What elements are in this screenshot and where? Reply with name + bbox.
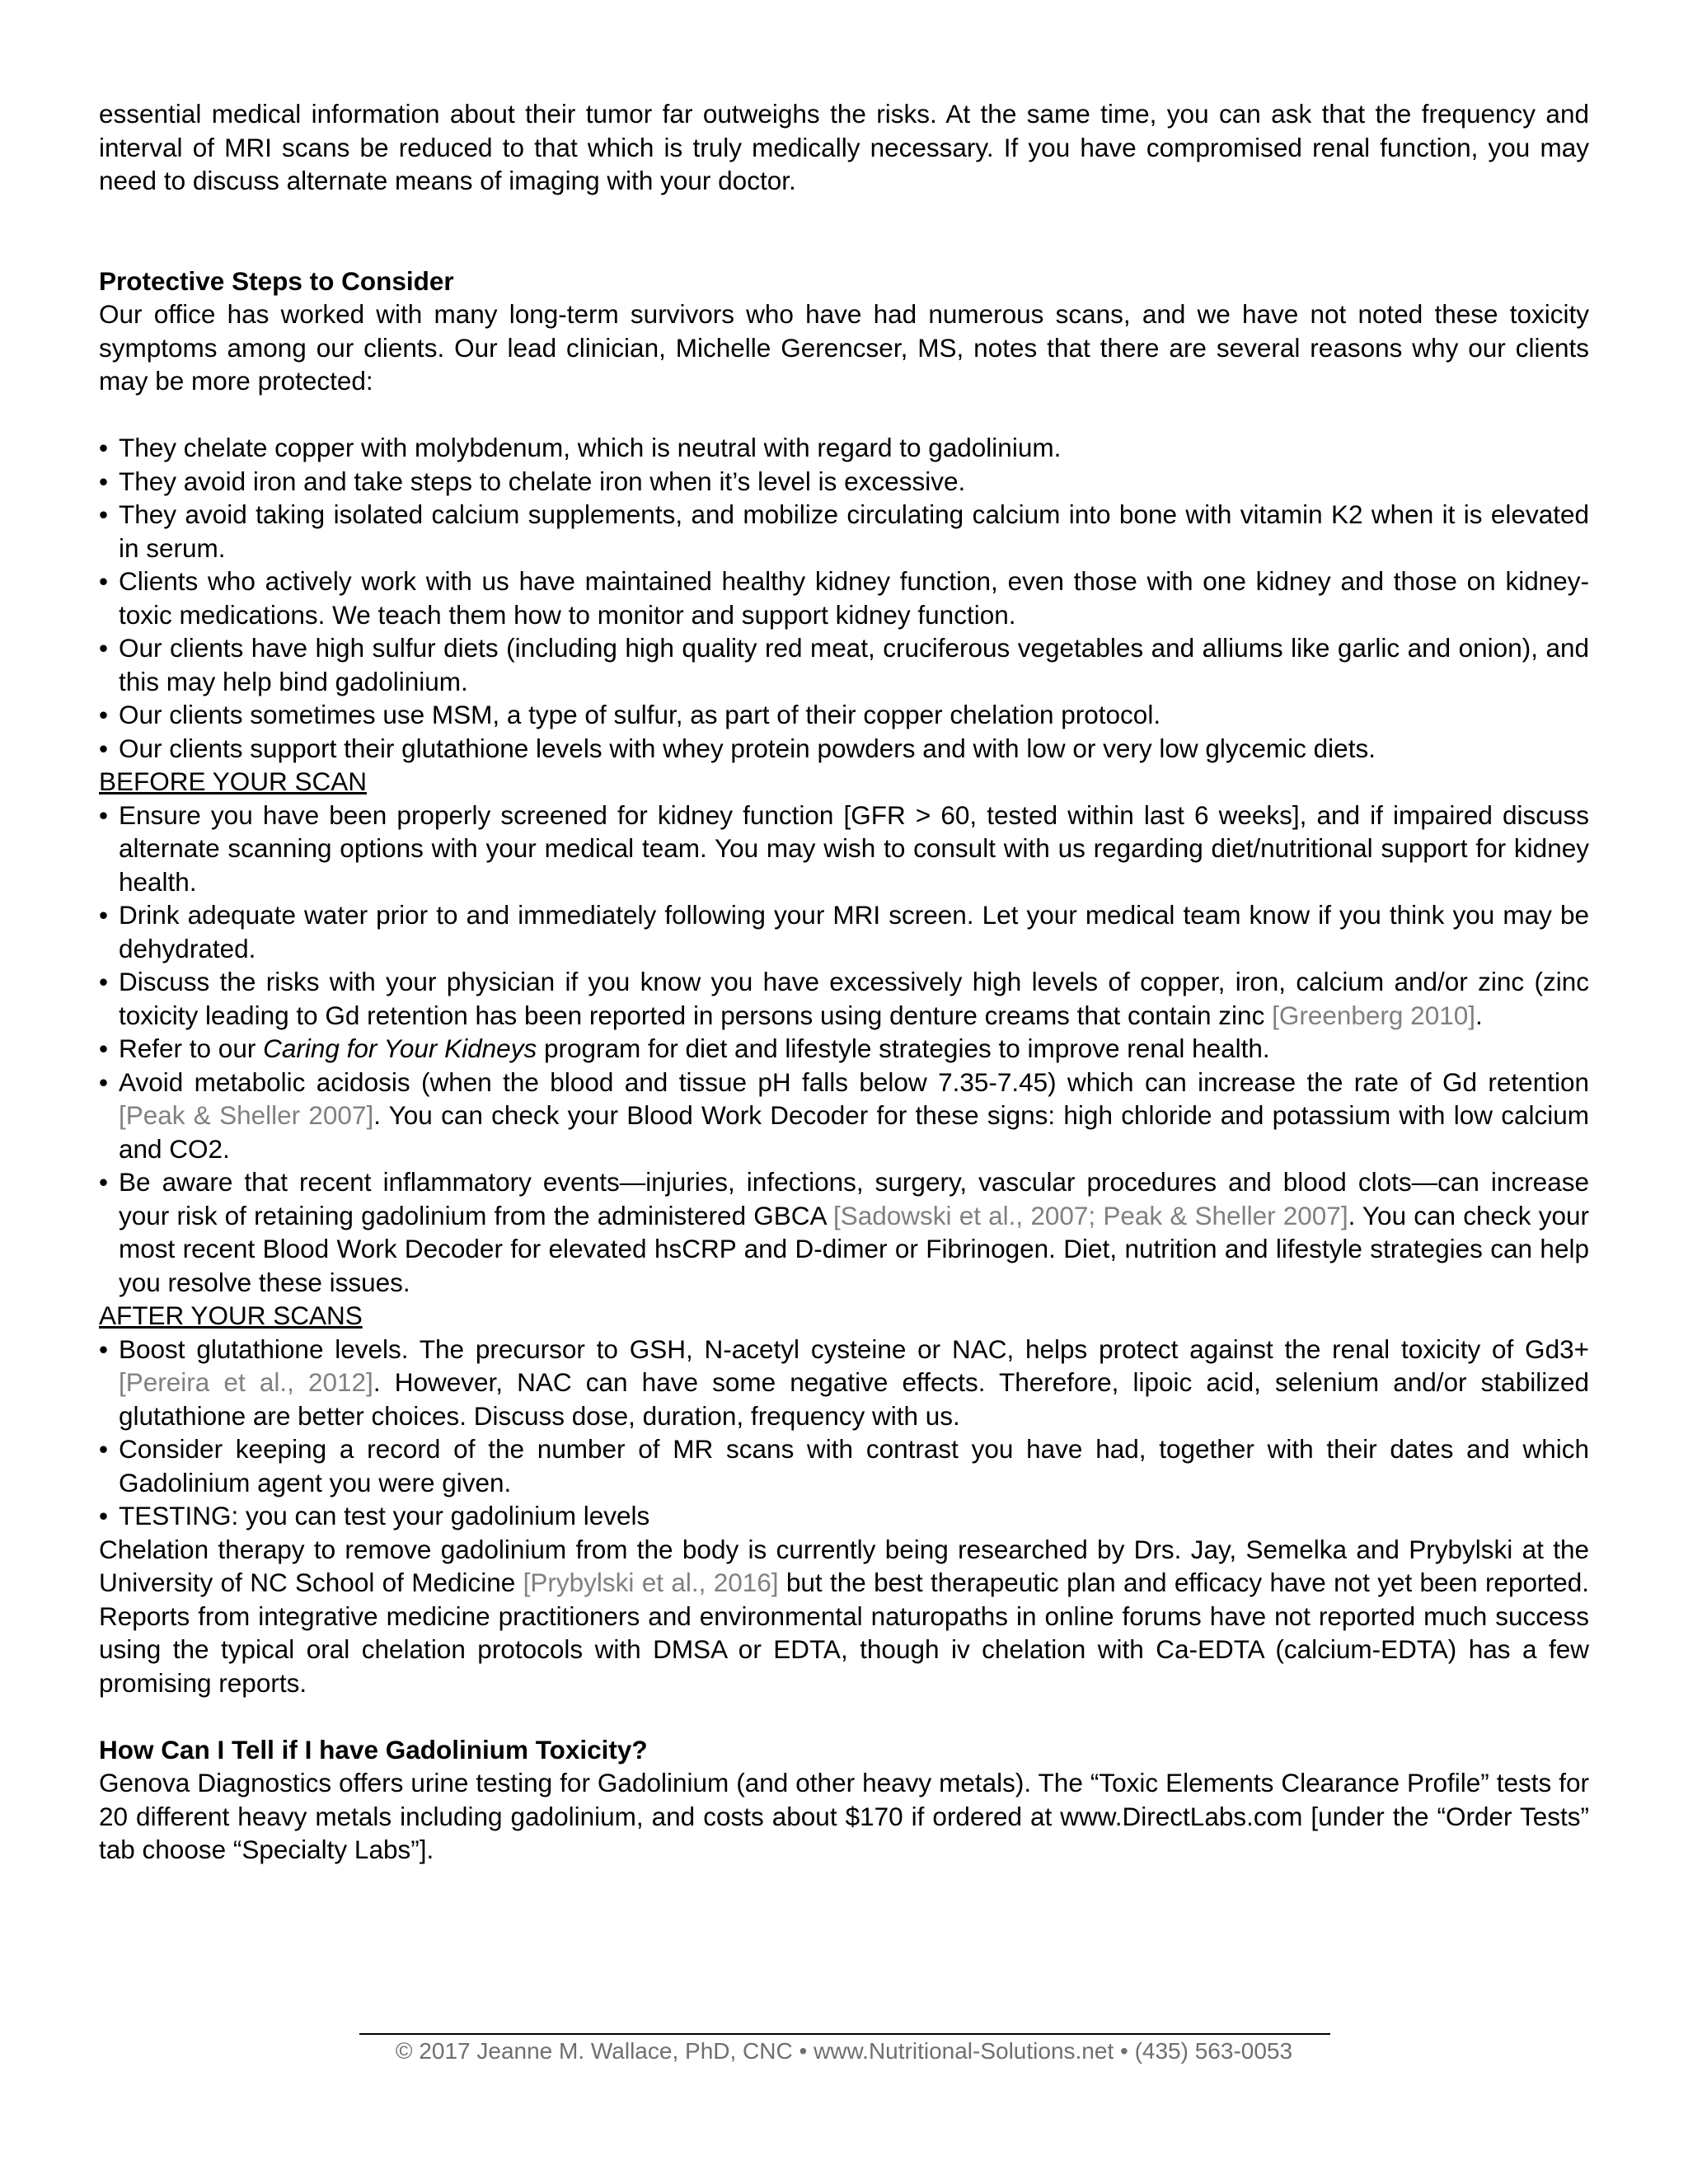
document-body xyxy=(99,97,1589,1867)
list-item-text: Drink adequate water prior to and immediately following your MRI screen. Let your medical team know if you think you may be dehydrated. xyxy=(119,900,1589,963)
list-item-text: Ensure you have been properly screened for kidney function [GFR > 60, tested within last 6 weeks], and if impaired discuss alternate scanning options with your medical team. You may wish to consult with us regarding diet/nutritional support for kidney health. xyxy=(119,799,1589,897)
list-item-text: Consider keeping a record of the number of MR scans with contrast you have had, together with their dates and which Gadolinium agent you were given. xyxy=(119,1434,1589,1497)
list-item xyxy=(99,898,1589,965)
chelation-text-end: but the best therapeutic plan and efficacy have not yet been reported. Reports from integrative medicine practitioners and environmental naturopaths in online forums have not reported much success using the typical oral chelation protocols with DMSA or EDTA, though iv chelation with Ca-EDTA (calcium-EDTA) has a few promising reports. xyxy=(99,1568,1590,1698)
bullet-icon: • xyxy=(99,433,109,462)
list-item xyxy=(99,1499,1589,1533)
bullet-icon: • xyxy=(99,499,109,529)
list-item-text: TESTING: you can test your gadolinium levels xyxy=(119,1501,650,1530)
bullet-icon: • xyxy=(99,1066,109,1097)
toxicity-paragraph: Genova Diagnostics offers urine testing for Gadolinium (and other heavy metals). The “Toxic Elements Clearance Profile” tests for 20 different heavy metals including gadolinium, and costs about $170 if ordered at www.DirectLabs.com [under the “Order Tests” tab choose “Specialty Labs”]. xyxy=(99,1768,1589,1864)
list-item-text: Avoid metabolic acidosis (when the blood and tissue pH falls below 7.35-7.45) which can increase the rate of Gd retention xyxy=(119,1066,1589,1097)
list-item-text: Our clients sometimes use MSM, a type of sulfur, as part of their copper chelation protocol. xyxy=(119,700,1161,729)
list-item xyxy=(99,1032,1589,1066)
list-item-text: Refer to our xyxy=(119,1033,264,1063)
list-item xyxy=(99,965,1589,1032)
list-item-text: They chelate copper with molybdenum, which is neutral with regard to gadolinium. xyxy=(119,433,1062,462)
list-item-text-end: . You can check your most recent Blood Work Decoder for elevated hsCRP and D-dimer or Fibrinogen. Diet, nutrition and lifestyle strategies can help you resolve these issues. xyxy=(119,1200,1589,1297)
after-scans-heading: AFTER YOUR SCANS xyxy=(99,1301,363,1330)
list-item xyxy=(99,732,1589,766)
bullet-icon: • xyxy=(99,633,109,663)
citation-prybylski: [Prybylski et al., 2016] xyxy=(523,1568,779,1597)
list-item-text-end: . You can check your Blood Work Decoder for these signs: high chloride and potassium with low calcium and CO2. xyxy=(119,1100,1589,1164)
citation-greenberg: [Greenberg 2010] xyxy=(1272,1000,1476,1030)
bullet-icon: • xyxy=(99,700,109,729)
list-item-text-end: . However, NAC can have some negative effects. Therefore, lipoic acid, selenium and/or stabilized glutathione are better choices. Discuss dose, duration, frequency with us. xyxy=(119,1367,1589,1431)
citation-peak-sheller: [Peak & Sheller 2007] xyxy=(119,1100,374,1130)
chelation-text: Chelation therapy to remove gadolinium from the body is currently being researched by Drs. Jay, Semelka and Prybylski at the University of NC School of Medicine xyxy=(99,1534,1589,1597)
list-item-text: Be aware that recent inflammatory events—injuries, infections, surgery, vascular procedures and blood clots—can increase your risk of retaining gadolinium from the administered GBCA xyxy=(119,1167,1589,1230)
citation-sadowski: [Sadowski et al., 2007; Peak & Sheller 2007] xyxy=(832,1200,1348,1230)
bullet-icon: • xyxy=(99,967,109,996)
bullet-icon: • xyxy=(99,1434,109,1464)
bullet-icon: • xyxy=(99,1033,109,1063)
list-item-text: They avoid taking isolated calcium supplements, and mobilize circulating calcium into bone with vitamin K2 when it is elevated in serum. xyxy=(119,499,1589,563)
bullet-icon: • xyxy=(99,900,109,930)
intro-paragraph: essential medical information about their tumor far outweighs the risks. At the same time, you can ask that the frequency and interval of MRI scans be reduced to that which is truly medically necessary. If you have compromised renal function, you may need to discuss alternate means of imaging with your doctor. xyxy=(99,99,1589,195)
before-scan-heading: BEFORE YOUR SCAN xyxy=(99,766,367,796)
bullet-icon: • xyxy=(99,799,109,830)
bullet-icon: • xyxy=(99,1167,109,1197)
page-footer: © 2017 Jeanne M. Wallace, PhD, CNC • www.Nutritional-Solutions.net • (435) 563-0053 xyxy=(395,2038,1293,2064)
list-item xyxy=(99,498,1589,565)
list-item-text: Boost glutathione levels. The precursor to GSH, N-acetyl cysteine or NAC, helps protect against the renal toxicity of Gd3+ xyxy=(119,1333,1589,1364)
list-item-text: Our clients support their glutathione levels with whey protein powders and with low or very low glycemic diets. xyxy=(119,733,1376,763)
list-item xyxy=(99,1165,1589,1299)
citation-pereira: [Pereira et al., 2012] xyxy=(119,1367,373,1397)
list-item-text: Clients who actively work with us have maintained healthy kidney function, even those with one kidney and those on kidney-toxic medications. We teach them how to monitor and support kidney function. xyxy=(119,566,1589,630)
bullet-icon: • xyxy=(99,733,109,763)
list-item-text: They avoid iron and take steps to chelate iron when it’s level is excessive. xyxy=(119,466,966,496)
list-item xyxy=(99,431,1589,465)
chelation-paragraph xyxy=(99,1533,1589,1700)
protective-steps-heading: Protective Steps to Consider xyxy=(99,265,454,296)
list-item xyxy=(99,1333,1589,1433)
after-scans-list xyxy=(99,1333,1589,1533)
list-item xyxy=(99,1066,1589,1166)
protective-steps-paragraph: Our office has worked with many long-term survivors who have had numerous scans, and we have not noted these toxicity symptoms among our clients. Our lead clinician, Michelle Gerencser, MS, notes that there are several reasons why our clients may be more protected: xyxy=(99,299,1589,396)
before-scan-list xyxy=(99,799,1589,1300)
list-item-text-end: . xyxy=(1475,1000,1483,1030)
footer-divider xyxy=(359,2033,1330,2035)
list-item-text-end: program for diet and lifestyle strategies to improve renal health. xyxy=(537,1033,1270,1063)
program-title: Caring for Your Kidneys xyxy=(263,1033,537,1063)
list-item xyxy=(99,465,1589,499)
list-item-text: Our clients have high sulfur diets (including high quality red meat, cruciferous vegetables and alliums like garlic and onion), and this may help bind gadolinium. xyxy=(119,633,1589,696)
toxicity-heading: How Can I Tell if I have Gadolinium Toxicity? xyxy=(99,1734,648,1765)
list-item xyxy=(99,698,1589,732)
bullet-icon: • xyxy=(99,566,109,596)
list-item xyxy=(99,1432,1589,1499)
list-item xyxy=(99,799,1589,899)
protective-steps-list xyxy=(99,431,1589,765)
bullet-icon: • xyxy=(99,1333,109,1364)
bullet-icon: • xyxy=(99,466,109,496)
list-item xyxy=(99,565,1589,631)
bullet-icon: • xyxy=(99,1501,109,1530)
list-item xyxy=(99,631,1589,698)
list-item-text: Discuss the risks with your physician if you know you have excessively high levels of copper, iron, calcium and/or zinc (zinc toxicity leading to Gd retention has been reported in persons using denture creams that contain zinc xyxy=(119,967,1589,1030)
